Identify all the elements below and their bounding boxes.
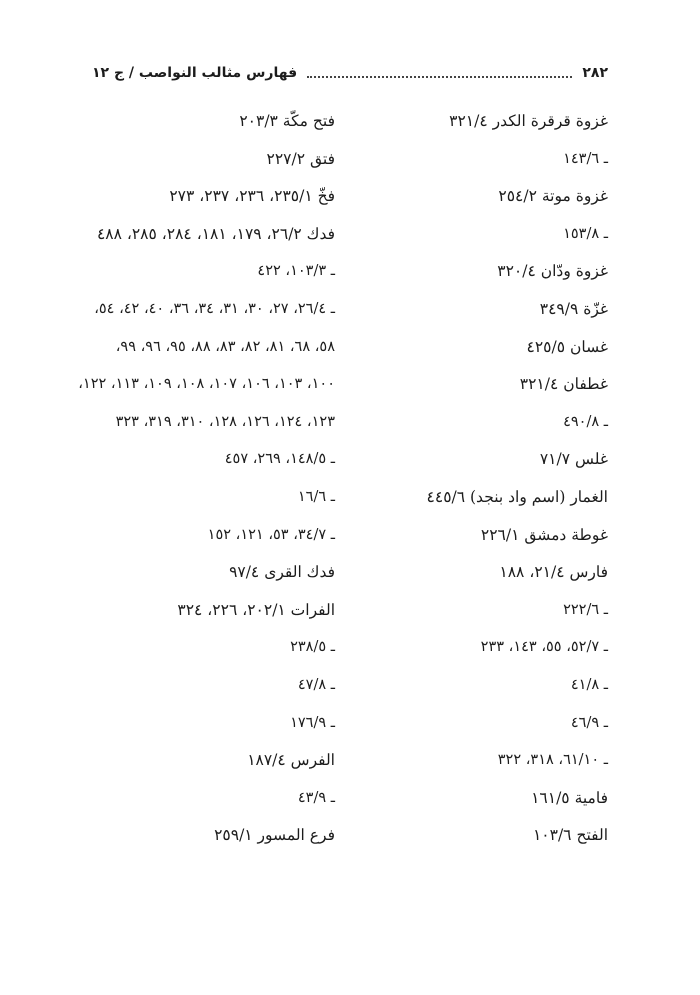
index-entry: ـ ٢٢٢/٦ bbox=[563, 601, 608, 618]
index-entry: غوطة دمشق ٢٢٦/١ bbox=[480, 525, 608, 544]
index-column-left bbox=[35, 103, 335, 855]
index-entry: غلس ٧١/٧ bbox=[539, 450, 608, 469]
index-entry: ـ ١٦/٦ bbox=[297, 488, 335, 505]
running-title: فهارس مثالب النواصب / ج ١٢ bbox=[92, 65, 298, 81]
index-entry: ـ ٤٧/٨ bbox=[297, 676, 335, 693]
index-entry: غطفان ٣٢١/٤ bbox=[519, 375, 608, 394]
index-entry: فتق ٢٢٧/٢ bbox=[266, 149, 335, 168]
index-entry: ٥٨، ٦٨، ٨١، ٨٢، ٨٣، ٨٨، ٩٥، ٩٦، ٩٩، bbox=[115, 338, 335, 355]
index-entry: ـ ٤٩٠/٨ bbox=[563, 413, 608, 430]
index-entry: ـ ٥٢/٧، ٥٥، ١٤٣، ٢٣٣ bbox=[480, 639, 608, 656]
index-entry: ـ ٤٦/٩ bbox=[570, 714, 608, 731]
index-entry: غزوة موتة ٢٥٤/٢ bbox=[498, 187, 608, 206]
index-entry: الفرس ١٨٧/٤ bbox=[247, 751, 335, 770]
index-entry: الغمار (اسم واد بنجد) ٤٤٥/٦ bbox=[426, 487, 608, 506]
index-entry: الفتح ١٠٣/٦ bbox=[532, 826, 608, 845]
header-dotted-leader bbox=[307, 76, 572, 78]
index-column-right bbox=[308, 103, 608, 855]
index-entry: ـ ٢٣٨/٥ bbox=[290, 639, 335, 656]
index-entry: فامية ١٦١/٥ bbox=[531, 788, 608, 807]
index-entry: ١٠٠، ١٠٣، ١٠٦، ١٠٧، ١٠٨، ١٠٩، ١١٣، ١٢٢، bbox=[78, 376, 335, 393]
page-header bbox=[92, 60, 608, 86]
index-entry: غسان ٤٢٥/٥ bbox=[526, 337, 608, 356]
index-entry: فخّ ٢٣٥/١، ٢٣٦، ٢٣٧، ٢٧٣ bbox=[169, 187, 335, 206]
index-entry: غزّة ٣٤٩/٩ bbox=[539, 299, 608, 318]
index-entry: فدك ٢٦/٢، ١٧٩، ١٨١، ٢٨٤، ٢٨٥، ٤٨٨ bbox=[96, 224, 335, 243]
index-entry: فارس ٢١/٤، ١٨٨ bbox=[499, 563, 608, 582]
index-entry: الفرات ٢٠٢/١، ٢٢٦، ٣٢٤ bbox=[177, 600, 335, 619]
index-entry: ـ ١٥٣/٨ bbox=[563, 225, 608, 242]
index-entry: ـ ١٤٣/٦ bbox=[563, 150, 608, 167]
index-entry: ـ ٦١/١٠، ٣١٨، ٣٢٢ bbox=[497, 752, 608, 769]
index-entry: غزوة قرقرة الكدر ٣٢١/٤ bbox=[449, 112, 608, 130]
page-number: ٢٨٢ bbox=[582, 65, 608, 81]
index-entry: فتح مكّة ٢٠٣/٣ bbox=[239, 112, 335, 130]
index-entry: فدك القرى ٩٧/٤ bbox=[229, 563, 335, 582]
index-entry: ١٢٣، ١٢٤، ١٢٦، ١٢٨، ٣١٠، ٣١٩، ٣٢٣ bbox=[115, 413, 335, 430]
index-entry: ـ ٢٦/٤، ٢٧، ٣٠، ٣١، ٣٤، ٣٦، ٤٠، ٤٢، ٥٤، bbox=[94, 300, 335, 317]
index-entry: فرع المسور ٢٥٩/١ bbox=[214, 826, 335, 845]
index-entry: ـ ٣٤/٧، ٥٣، ١٢١، ١٥٢ bbox=[207, 526, 335, 543]
index-entry: ـ ١٧٦/٩ bbox=[290, 714, 335, 731]
index-entry: ـ ٤٣/٩ bbox=[297, 789, 335, 806]
index-entry: ـ ١٠٣/٣، ٤٢٢ bbox=[257, 263, 335, 280]
index-entry: ـ ٤١/٨ bbox=[570, 676, 608, 693]
index-entry: ـ ١٤٨/٥، ٢٦٩، ٤٥٧ bbox=[224, 451, 335, 468]
index-entry: غزوة ودّان ٣٢٠/٤ bbox=[497, 262, 608, 281]
